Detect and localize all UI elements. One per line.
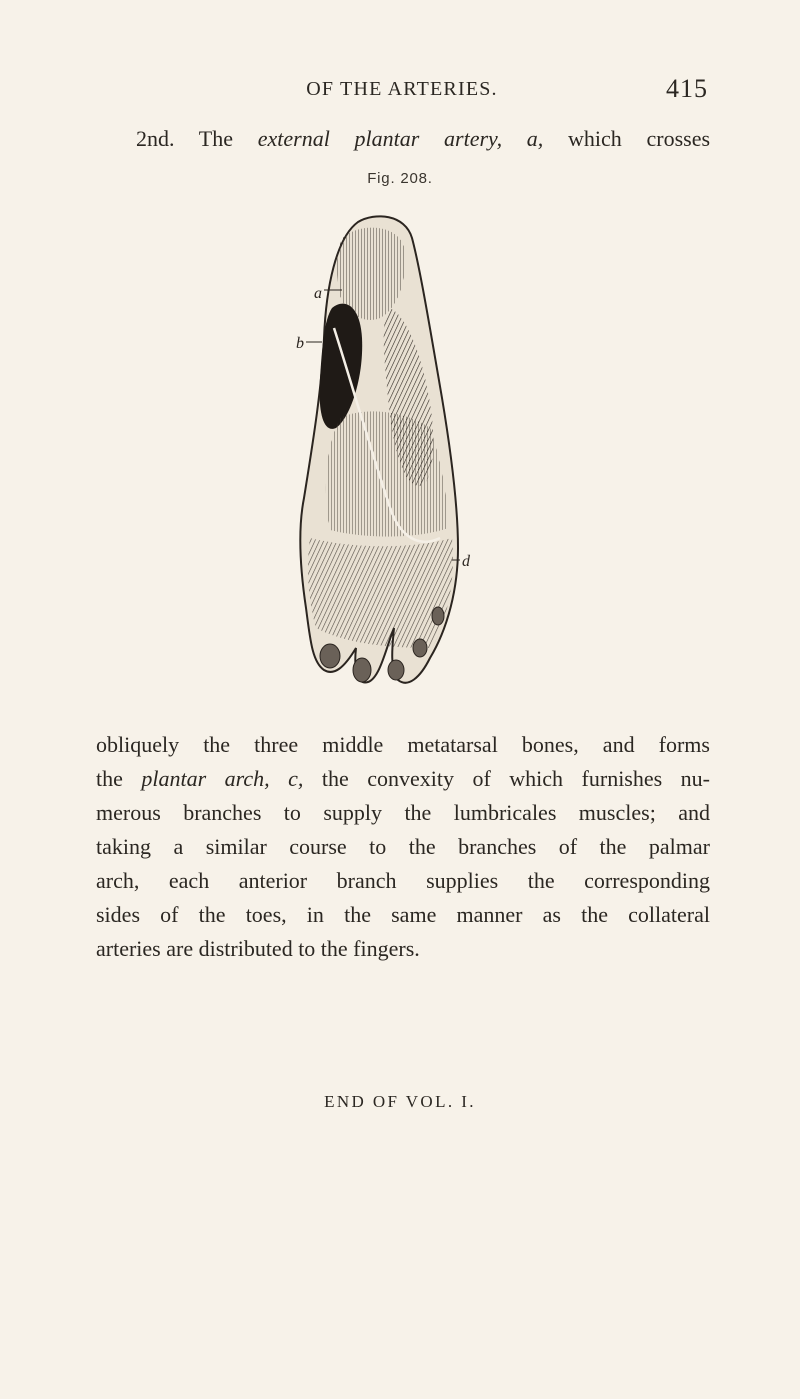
intro-suffix: which crosses (568, 126, 711, 151)
body-line-2 (96, 764, 710, 794)
body-line-2-prefix: the (96, 766, 123, 791)
intro-artery-name: external plantar artery, (257, 126, 503, 151)
body-line-2-suffix: the convexity of which furnishes nu- (321, 766, 711, 791)
end-of-volume: END OF VOL. I. (324, 1092, 476, 1111)
intro-prefix: 2nd. The (136, 126, 234, 151)
midfoot-tendons (325, 411, 448, 536)
forefoot (308, 538, 453, 648)
page-header (96, 74, 708, 110)
body-line-5: arch, each anterior branch supplies the corresponding (96, 868, 710, 893)
body-line-4: taking a similar course to the branches of the palmar (96, 834, 710, 859)
body-line-3: merous branches to supply the lumbricales muscles; and (96, 800, 710, 825)
plantar-arch-term: plantar arch, c, (141, 766, 304, 791)
label-b: b (296, 335, 304, 352)
foot-illustration (280, 208, 510, 708)
body-line-6: sides of the toes, in the same manner as the collateral (96, 902, 710, 927)
label-d: d (462, 553, 470, 570)
foot-engraving (280, 208, 510, 708)
body-line-1: obliquely the three middle metatarsal bones, and forms (96, 732, 710, 757)
page-number: 415 (666, 74, 708, 103)
label-a: a (314, 285, 322, 302)
intro-letter: a, (526, 126, 544, 151)
body-line-7: arteries are distributed to the fingers. (96, 936, 420, 961)
figure-caption: Fig. 208. (367, 170, 433, 187)
running-head: OF THE ARTERIES. (306, 78, 498, 100)
intro-line (136, 124, 710, 154)
